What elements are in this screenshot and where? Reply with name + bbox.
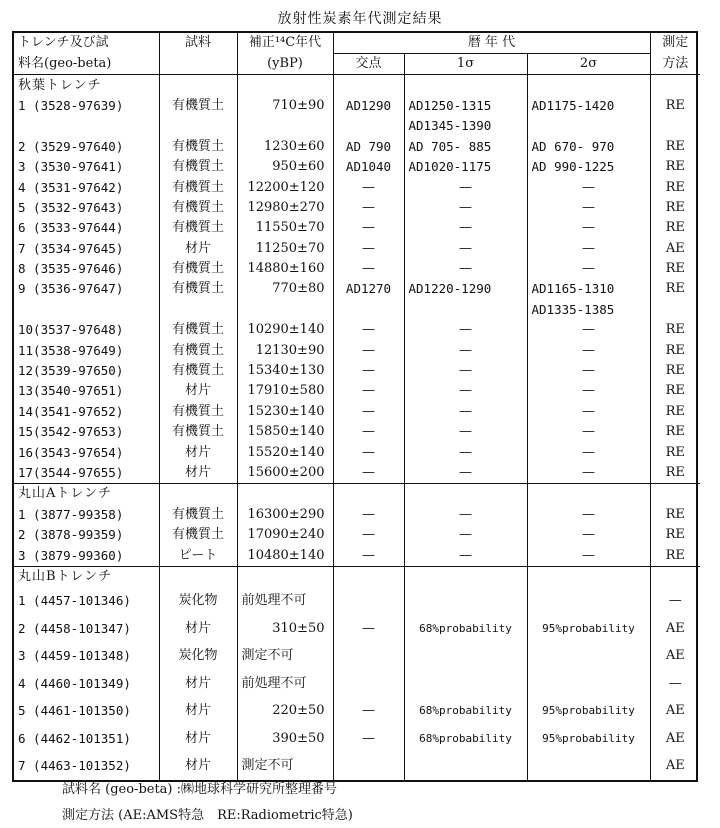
age-cell: 10290±140 — [237, 320, 333, 340]
sample-id-cell: 9 (3536-97647) — [18, 281, 124, 297]
material-cell: 有機質土 — [159, 525, 237, 545]
material-cell: 有機質土 — [159, 340, 237, 360]
empty-cell — [333, 566, 404, 587]
sigma1-cell: — — [404, 505, 527, 525]
table-row — [14, 340, 700, 360]
table-row — [14, 239, 700, 259]
intercept-cell: AD 790 — [333, 137, 404, 157]
header-age-unit: (yBP) — [237, 54, 333, 75]
sample-id-cell: 2 (4458-101347) — [18, 620, 131, 636]
header-trench-sample-2: 料名(geo-beta) — [14, 54, 159, 75]
table-row — [14, 587, 700, 615]
material-cell: 有機質土 — [159, 505, 237, 525]
method-cell: RE — [650, 545, 700, 566]
intercept-cell — [333, 116, 404, 136]
intercept-cell: — — [333, 442, 404, 462]
material-cell: 有機質土 — [159, 259, 237, 279]
material-cell: 有機質土 — [159, 320, 237, 340]
material-cell: 有機質土 — [159, 198, 237, 218]
sigma2-cell: — — [527, 259, 650, 279]
table-row — [14, 752, 700, 780]
empty-cell — [650, 484, 700, 505]
radiocarbon-table — [14, 33, 700, 780]
material-cell: 材片 — [159, 442, 237, 462]
sigma2-cell: — — [527, 463, 650, 484]
intercept-cell — [333, 587, 404, 615]
method-cell: RE — [650, 505, 700, 525]
method-cell: AE — [650, 239, 700, 259]
intercept-cell: — — [333, 259, 404, 279]
empty-cell — [650, 75, 700, 96]
intercept-cell: — — [333, 505, 404, 525]
sigma2-cell: AD1175-1420 — [527, 96, 650, 116]
material-cell: 有機質土 — [159, 177, 237, 197]
sigma1-cell: — — [404, 320, 527, 340]
material-cell: 有機質土 — [159, 361, 237, 381]
sigma1-cell: AD1345-1390 — [404, 116, 527, 136]
section-header-row — [14, 484, 700, 505]
sample-id-cell: 5 (3532-97643) — [18, 199, 124, 215]
sigma2-cell: AD 670- 970 — [527, 137, 650, 157]
document-title: 放射性炭素年代測定結果 — [277, 11, 443, 27]
table-row — [14, 157, 700, 177]
age-cell: 390±50 — [237, 725, 333, 753]
header-calendar: 暦 年 代 — [333, 33, 650, 54]
sigma1-cell: — — [404, 525, 527, 545]
sample-id-cell: 4 (4460-101349) — [18, 675, 131, 691]
age-cell: 15850±140 — [237, 422, 333, 442]
sigma1-cell: — — [404, 239, 527, 259]
age-cell: 測定不可 — [237, 752, 333, 780]
sigma1-cell — [404, 642, 527, 670]
intercept-cell — [333, 670, 404, 698]
table-section — [14, 566, 700, 779]
empty-cell — [237, 566, 333, 587]
table-row — [14, 300, 700, 320]
sample-id-cell: 3 (4459-101348) — [18, 648, 131, 664]
intercept-cell — [333, 642, 404, 670]
age-cell: 15600±200 — [237, 463, 333, 484]
method-cell: AE — [650, 725, 700, 753]
section-header-row — [14, 75, 700, 96]
sigma2-cell: — — [527, 361, 650, 381]
material-cell: 有機質土 — [159, 137, 237, 157]
table-row — [14, 279, 700, 299]
method-cell: RE — [650, 340, 700, 360]
method-cell: RE — [650, 177, 700, 197]
table-row — [14, 96, 700, 116]
intercept-cell: AD1270 — [333, 279, 404, 299]
header-intercept: 交点 — [333, 54, 404, 75]
sigma2-cell: — — [527, 402, 650, 422]
empty-cell — [650, 566, 700, 587]
sigma2-cell — [527, 642, 650, 670]
section-title: 丸山Bトレンチ — [18, 568, 113, 584]
intercept-cell — [333, 300, 404, 320]
sigma1-cell: — — [404, 218, 527, 238]
sigma2-cell: — — [527, 198, 650, 218]
sample-id-cell: 4 (3531-97642) — [18, 179, 124, 195]
method-cell: — — [650, 670, 700, 698]
header-age: 補正¹⁴C年代 — [237, 33, 333, 54]
table-row — [14, 615, 700, 643]
table-row — [14, 218, 700, 238]
sample-id-cell: 6 (4462-101351) — [18, 730, 131, 746]
table-row — [14, 505, 700, 525]
sample-id-cell: 3 (3530-97641) — [18, 159, 124, 175]
empty-cell — [159, 484, 237, 505]
empty-cell — [527, 75, 650, 96]
age-cell: 前処理不可 — [237, 670, 333, 698]
section-title: 秋葉トレンチ — [18, 77, 102, 93]
sample-id-cell: 8 (3535-97646) — [18, 261, 124, 277]
sample-id-cell: 2 (3878-99359) — [18, 527, 124, 543]
table-row — [14, 642, 700, 670]
header-method-2: 方法 — [650, 54, 700, 75]
material-cell — [159, 116, 237, 136]
material-cell: 材片 — [159, 725, 237, 753]
method-cell: RE — [650, 137, 700, 157]
intercept-cell: — — [333, 361, 404, 381]
method-cell: RE — [650, 402, 700, 422]
sigma2-cell — [527, 116, 650, 136]
footer-note-sample: 試料名 (geo-beta) :㈱地球科学研究所整理番号 — [62, 782, 338, 797]
age-cell: 14880±160 — [237, 259, 333, 279]
age-cell: 12130±90 — [237, 340, 333, 360]
intercept-cell: — — [333, 402, 404, 422]
sample-id-cell: 15(3542-97653) — [18, 424, 124, 440]
method-cell: RE — [650, 96, 700, 116]
intercept-cell: — — [333, 422, 404, 442]
intercept-cell: — — [333, 239, 404, 259]
sigma1-cell: — — [404, 361, 527, 381]
sigma1-cell — [404, 670, 527, 698]
footer-note-method: 測定方法 (AE:AMS特急 RE:Radiometric特急) — [62, 808, 353, 823]
table-section — [14, 75, 700, 484]
table-row — [14, 177, 700, 197]
sigma2-cell: AD 990-1225 — [527, 157, 650, 177]
material-cell: 材片 — [159, 697, 237, 725]
table-row — [14, 697, 700, 725]
intercept-cell: AD1040 — [333, 157, 404, 177]
sample-id-cell: 7 (3534-97645) — [18, 240, 124, 256]
header-sigma1: 1σ — [404, 54, 527, 75]
age-cell: 15520±140 — [237, 442, 333, 462]
header-method: 測定 — [650, 33, 700, 54]
method-cell: — — [650, 587, 700, 615]
sigma2-cell: — — [527, 381, 650, 401]
sample-id-cell: 13(3540-97651) — [18, 383, 124, 399]
age-cell: 前処理不可 — [237, 587, 333, 615]
sigma1-cell: 68%probability — [404, 725, 527, 753]
header-material-2 — [159, 54, 237, 75]
sample-id-cell: 17(3544-97655) — [18, 465, 124, 480]
method-cell: AE — [650, 615, 700, 643]
sigma2-cell — [527, 670, 650, 698]
age-cell: 16300±290 — [237, 505, 333, 525]
sample-id-cell: 2 (3529-97640) — [18, 138, 124, 154]
material-cell: 有機質土 — [159, 422, 237, 442]
method-cell: RE — [650, 422, 700, 442]
empty-cell — [159, 75, 237, 96]
sigma1-cell: — — [404, 340, 527, 360]
intercept-cell: — — [333, 381, 404, 401]
empty-cell — [527, 484, 650, 505]
method-cell: RE — [650, 320, 700, 340]
sigma1-cell: — — [404, 259, 527, 279]
age-cell: 710±90 — [237, 96, 333, 116]
table-section — [14, 484, 700, 567]
sample-id-cell: 14(3541-97652) — [18, 403, 124, 419]
sigma2-cell — [527, 587, 650, 615]
sample-id-cell: 12(3539-97650) — [18, 363, 124, 379]
empty-cell — [527, 566, 650, 587]
empty-cell — [404, 484, 527, 505]
age-cell: 15230±140 — [237, 402, 333, 422]
method-cell: AE — [650, 697, 700, 725]
method-cell: AE — [650, 752, 700, 780]
sigma2-cell: — — [527, 545, 650, 566]
method-cell — [650, 300, 700, 320]
age-cell: 220±50 — [237, 697, 333, 725]
material-cell: 炭化物 — [159, 642, 237, 670]
table-row — [14, 442, 700, 462]
intercept-cell: — — [333, 198, 404, 218]
material-cell: 材片 — [159, 670, 237, 698]
sigma1-cell: — — [404, 545, 527, 566]
age-cell — [237, 300, 333, 320]
sample-id-cell: 16(3543-97654) — [18, 444, 124, 460]
sigma2-cell: — — [527, 218, 650, 238]
age-cell: 12200±120 — [237, 177, 333, 197]
table-row — [14, 381, 700, 401]
table-row — [14, 545, 700, 566]
intercept-cell: — — [333, 340, 404, 360]
material-cell: 材片 — [159, 381, 237, 401]
empty-cell — [237, 484, 333, 505]
method-cell: RE — [650, 279, 700, 299]
empty-cell — [333, 484, 404, 505]
sample-id-cell: 5 (4461-101350) — [18, 703, 131, 719]
section-header-row — [14, 566, 700, 587]
intercept-cell — [333, 752, 404, 780]
sigma2-cell: — — [527, 320, 650, 340]
material-cell: 材片 — [159, 752, 237, 780]
empty-cell — [404, 75, 527, 96]
material-cell: 有機質土 — [159, 402, 237, 422]
intercept-cell: AD1290 — [333, 96, 404, 116]
method-cell: RE — [650, 218, 700, 238]
sigma2-cell: AD1335-1385 — [527, 300, 650, 320]
sigma1-cell — [404, 300, 527, 320]
sample-id-cell: 1 (3528-97639) — [18, 97, 124, 113]
material-cell: 有機質土 — [159, 96, 237, 116]
sample-id-cell: 6 (3533-97644) — [18, 220, 124, 236]
table-row — [14, 137, 700, 157]
sigma1-cell: 68%probability — [404, 615, 527, 643]
sigma2-cell — [527, 752, 650, 780]
sigma2-cell: 95%probability — [527, 615, 650, 643]
intercept-cell: — — [333, 218, 404, 238]
intercept-cell: — — [333, 177, 404, 197]
sigma2-cell: 95%probability — [527, 725, 650, 753]
table-row — [14, 320, 700, 340]
age-cell: 15340±130 — [237, 361, 333, 381]
method-cell: RE — [650, 463, 700, 484]
sigma1-cell: — — [404, 198, 527, 218]
material-cell: 有機質土 — [159, 157, 237, 177]
sigma1-cell: — — [404, 402, 527, 422]
age-cell: 1230±60 — [237, 137, 333, 157]
sigma2-cell: — — [527, 505, 650, 525]
sigma2-cell: — — [527, 340, 650, 360]
sample-id-cell: 10(3537-97648) — [18, 322, 124, 338]
sigma2-cell: — — [527, 239, 650, 259]
method-cell: RE — [650, 361, 700, 381]
material-cell: ピート — [159, 545, 237, 566]
sample-id-cell: 1 (3877-99358) — [18, 506, 124, 522]
table-row — [14, 402, 700, 422]
age-cell: 770±80 — [237, 279, 333, 299]
material-cell: 材片 — [159, 463, 237, 484]
method-cell: RE — [650, 381, 700, 401]
sigma2-cell: — — [527, 422, 650, 442]
sample-id-cell: 1 (4457-101346) — [18, 593, 131, 609]
intercept-cell: — — [333, 545, 404, 566]
sigma1-cell: — — [404, 177, 527, 197]
sigma1-cell: AD1220-1290 — [404, 279, 527, 299]
empty-cell — [237, 75, 333, 96]
method-cell: RE — [650, 259, 700, 279]
material-cell: 有機質土 — [159, 279, 237, 299]
sigma2-cell: — — [527, 442, 650, 462]
table-row — [14, 422, 700, 442]
table-row — [14, 463, 700, 484]
empty-cell — [333, 75, 404, 96]
method-cell: RE — [650, 157, 700, 177]
method-cell — [650, 116, 700, 136]
table-row — [14, 670, 700, 698]
age-cell: 17090±240 — [237, 525, 333, 545]
age-cell — [237, 116, 333, 136]
age-cell: 測定不可 — [237, 642, 333, 670]
sigma2-cell: — — [527, 525, 650, 545]
header-sigma2: 2σ — [527, 54, 650, 75]
intercept-cell: — — [333, 525, 404, 545]
method-cell: RE — [650, 198, 700, 218]
material-cell — [159, 300, 237, 320]
table-row — [14, 198, 700, 218]
table-row — [14, 525, 700, 545]
empty-cell — [159, 566, 237, 587]
intercept-cell: — — [333, 320, 404, 340]
age-cell: 11550±70 — [237, 218, 333, 238]
age-cell: 950±60 — [237, 157, 333, 177]
empty-cell — [404, 566, 527, 587]
sigma1-cell: AD 705- 885 — [404, 137, 527, 157]
method-cell: RE — [650, 442, 700, 462]
age-cell: 10480±140 — [237, 545, 333, 566]
sample-id-cell: 3 (3879-99360) — [18, 547, 124, 563]
method-cell: AE — [650, 642, 700, 670]
sigma2-cell: AD1165-1310 — [527, 279, 650, 299]
sigma1-cell: 68%probability — [404, 697, 527, 725]
material-cell: 材片 — [159, 615, 237, 643]
sigma1-cell: AD1020-1175 — [404, 157, 527, 177]
table-row — [14, 361, 700, 381]
material-cell: 材片 — [159, 239, 237, 259]
intercept-cell: — — [333, 615, 404, 643]
section-title: 丸山Aトレンチ — [18, 486, 113, 502]
sigma1-cell — [404, 752, 527, 780]
age-cell: 12980±270 — [237, 198, 333, 218]
table-row — [14, 725, 700, 753]
header-material: 試料 — [159, 33, 237, 54]
table-row — [14, 259, 700, 279]
sigma2-cell: 95%probability — [527, 697, 650, 725]
intercept-cell: — — [333, 463, 404, 484]
material-cell: 炭化物 — [159, 587, 237, 615]
intercept-cell: — — [333, 697, 404, 725]
age-cell: 17910±580 — [237, 381, 333, 401]
sigma2-cell: — — [527, 177, 650, 197]
results-table — [12, 31, 698, 782]
age-cell: 11250±70 — [237, 239, 333, 259]
sigma1-cell: — — [404, 422, 527, 442]
sigma1-cell: AD1250-1315 — [404, 96, 527, 116]
sample-id-cell: 7 (4463-101352) — [18, 758, 131, 774]
method-cell: RE — [650, 525, 700, 545]
sample-id-cell: 11(3538-97649) — [18, 342, 124, 358]
intercept-cell: — — [333, 725, 404, 753]
age-cell: 310±50 — [237, 615, 333, 643]
sigma1-cell: — — [404, 442, 527, 462]
sample-id-cell — [14, 116, 159, 136]
header-trench-sample: トレンチ及び試 — [18, 35, 109, 51]
sigma1-cell — [404, 587, 527, 615]
table-row — [14, 116, 700, 136]
material-cell: 有機質土 — [159, 218, 237, 238]
sigma1-cell: — — [404, 463, 527, 484]
sample-id-cell — [14, 300, 159, 320]
sigma1-cell: — — [404, 381, 527, 401]
